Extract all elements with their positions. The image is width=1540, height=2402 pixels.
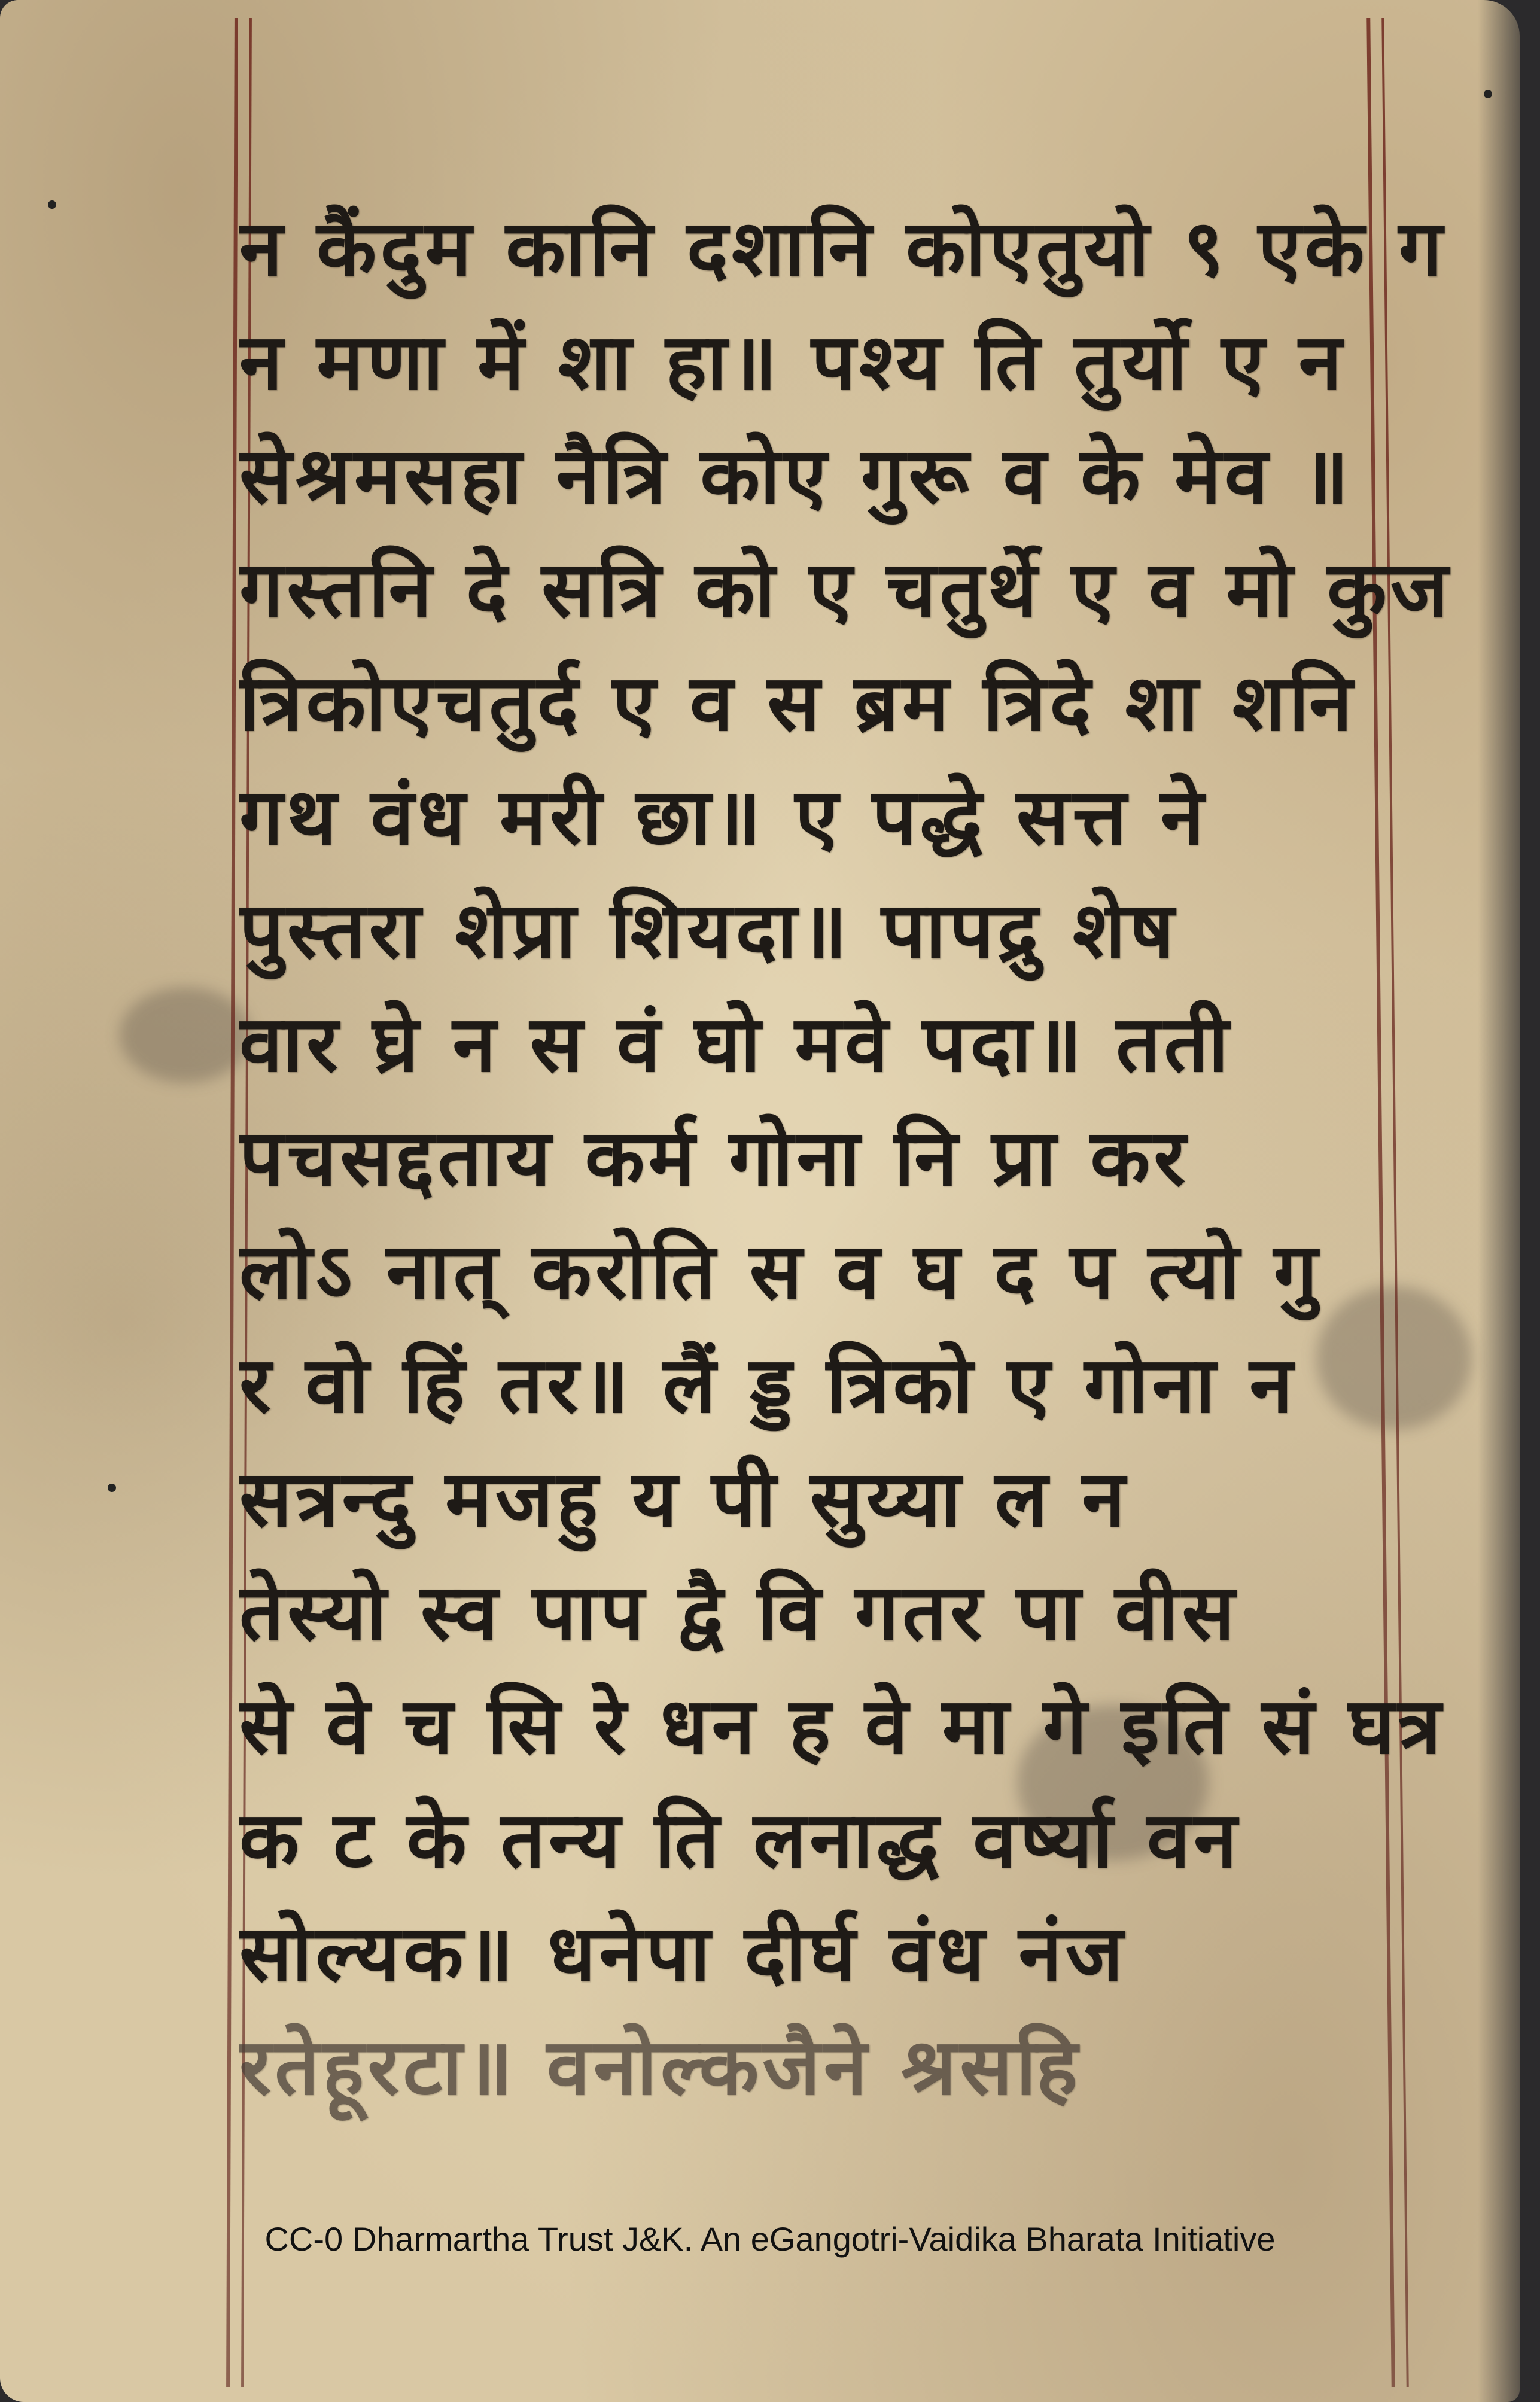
margin-dot [48, 200, 56, 209]
manuscript-line: से वे च सि रे धन ह वे मा गे इति सं घत्र [239, 1681, 1445, 1771]
margin-dot [108, 1484, 116, 1492]
manuscript-line: सत्रन्दु मजहु य पी सुय्या ल न [239, 1453, 1129, 1544]
manuscript-line: र वो हिं तर॥ लैं ड्ड त्रिको ए गोना न [239, 1339, 1296, 1430]
manuscript-line: क ट के तन्य ति लनाद्ध वर्ष्या वन [239, 1794, 1241, 1885]
manuscript-line: गथ वंध मरी छा॥ ए पद्धे सत्त ने [239, 771, 1208, 862]
page-edge-shadow [1478, 0, 1540, 2402]
manuscript-line: तेस्यो स्व पाप द्वै वि गतर पा वीस [239, 1567, 1238, 1658]
manuscript-line: सेश्रमसहा नैत्रि कोए गुरू व के मेव ॥ [239, 430, 1353, 521]
manuscript-line: वार घ्रे न स वं घो मवे पदा॥ तती [239, 998, 1232, 1089]
manuscript-line: रतेहूरटा॥ वनोल्कजैने श्रसहि [239, 2022, 1081, 2112]
manuscript-line: न कैंदुम कानि दशानि कोएतुयो ९ एके ग [239, 203, 1446, 294]
manuscript-line: लोऽ नात् करोति स व घ द प त्यो गु [239, 1226, 1322, 1317]
manuscript-line: न मणा में शा हा॥ पश्य ति तुर्यो ए न [239, 316, 1346, 407]
margin-dot [1484, 90, 1492, 98]
manuscript-line: सोल्यक॥ धनेपा दीर्घ वंध नंज [239, 1908, 1127, 1999]
manuscript-line: पचसद्दताय कर्म गोना नि प्रा कर [239, 1112, 1189, 1203]
attribution-caption: CC-0 Dharmartha Trust J&K. An eGangotri-Vaidika Bharata Initiative [264, 2220, 1276, 2258]
manuscript-line: गस्तनि दे सत्रि को ए चतुर्थे ए व मो कुज [239, 544, 1452, 635]
manuscript-line: पुस्तरा शेप्रा शियदा॥ पापद्रु शेष [239, 885, 1178, 976]
manuscript-line: त्रिकोएचतुर्द ए व स ब्रम त्रिदे शा शनि [239, 657, 1356, 748]
manuscript-text [239, 191, 1466, 2124]
